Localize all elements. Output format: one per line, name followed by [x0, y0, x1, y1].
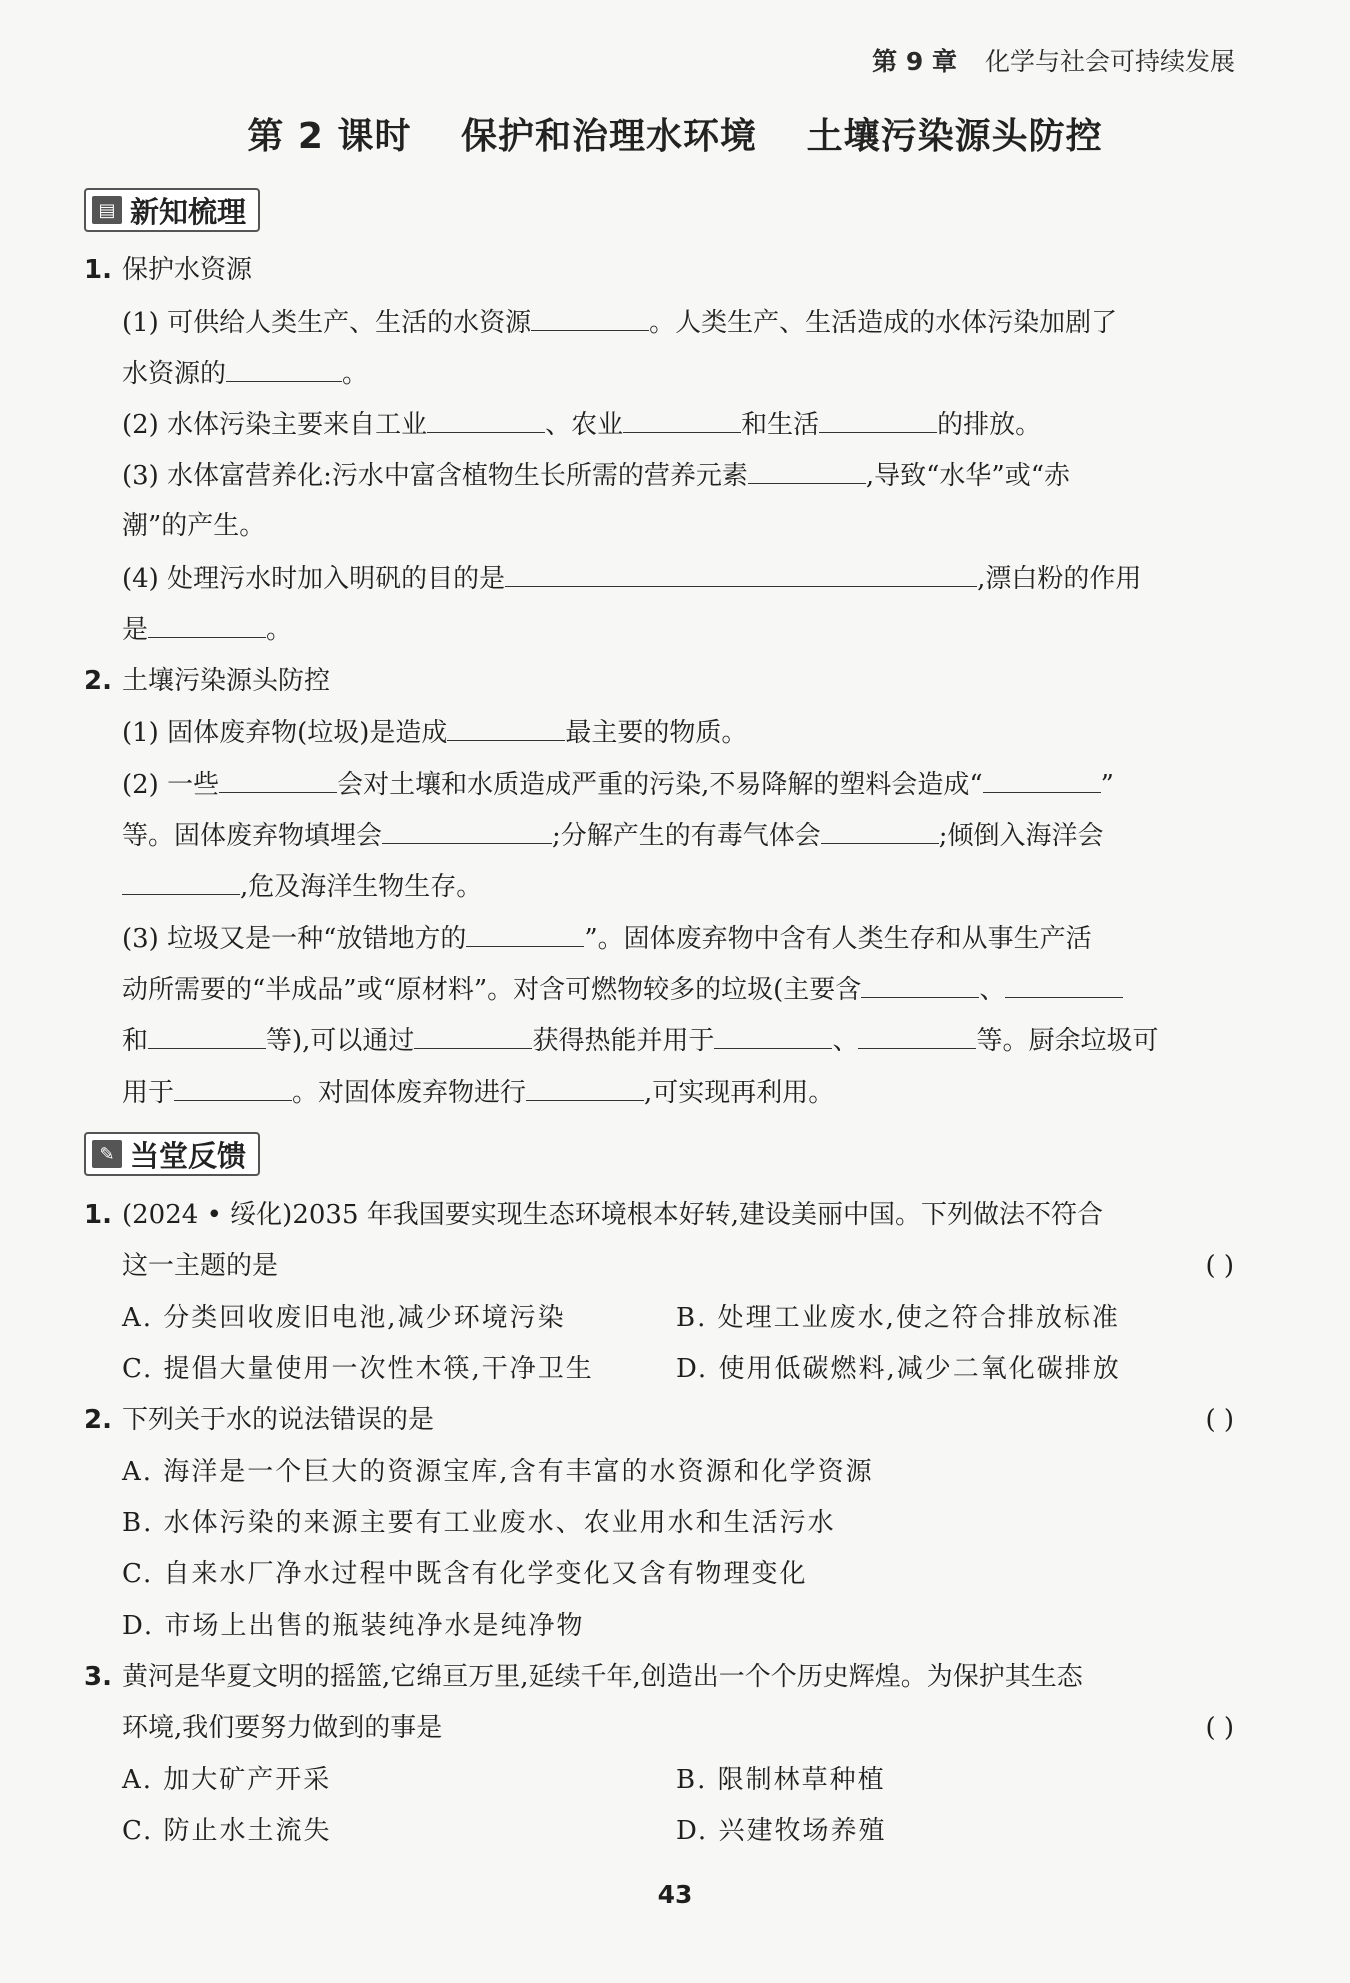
answer-blank[interactable] — [382, 815, 552, 844]
question-number: 3. — [84, 1662, 112, 1692]
text-segment: ”。固体废弃物中含有人类生存和从事生产活 — [584, 924, 1092, 954]
option-a[interactable]: A. 加大矿产开采 — [122, 1765, 332, 1795]
question-stem: (2024 • 绥化)2035 年我国要实现生态环境根本好转,建设美丽中国。下列做法不符合 — [122, 1200, 1104, 1230]
text-line — [122, 1072, 1234, 1113]
text-segment: (1) 固体废弃物(垃圾)是造成 — [122, 718, 448, 748]
text-segment: 获得热能并用于 — [532, 1026, 715, 1056]
text-line — [122, 558, 1234, 599]
text-segment: 会对土壤和水质造成严重的污染,不易降解的塑料会造成“ — [337, 770, 983, 800]
text-segment: (2) 水体污染主要来自工业 — [122, 410, 428, 440]
answer-blank[interactable] — [531, 302, 649, 331]
text-segment: 等),可以通过 — [266, 1026, 415, 1056]
answer-blank[interactable] — [414, 1020, 532, 1049]
text-line — [122, 918, 1234, 959]
answer-blank[interactable] — [148, 609, 266, 638]
answer-parentheses[interactable]: ( ) — [1205, 1405, 1234, 1435]
option-a[interactable]: A. 海洋是一个巨大的资源宝库,含有丰富的水资源和化学资源 — [122, 1457, 874, 1487]
question-number: 1. — [84, 1200, 112, 1230]
lesson-title — [0, 108, 1350, 159]
option-b[interactable]: B. 限制林草种植 — [676, 1765, 886, 1795]
answer-blank[interactable] — [122, 866, 240, 895]
text-segment: ” — [1100, 770, 1114, 800]
text-segment: 、农业 — [545, 410, 624, 440]
text-segment: 水资源的 — [122, 359, 227, 389]
text-segment: 。 — [266, 615, 293, 645]
text-segment: 。对固体废弃物进行 — [292, 1078, 527, 1108]
topic-soil: 土壤污染源头防控 — [806, 116, 1103, 157]
answer-blank[interactable] — [821, 815, 939, 844]
answer-blank[interactable] — [466, 918, 584, 947]
text-segment: 是 — [122, 615, 149, 645]
text-line — [122, 302, 1234, 343]
question-stem: 这一主题的是 — [122, 1251, 279, 1281]
answer-blank[interactable] — [819, 404, 937, 433]
answer-blank[interactable] — [148, 1020, 266, 1049]
book-icon: ▤ — [92, 196, 122, 224]
text-segment: ,可实现再利用。 — [644, 1078, 835, 1108]
text-segment: 和生活 — [741, 410, 820, 440]
text-segment: 、 — [979, 975, 1006, 1005]
item-number: 2. — [84, 666, 112, 696]
pencil-icon: ✎ — [92, 1140, 122, 1168]
section-header-new-knowledge — [84, 188, 260, 232]
answer-blank[interactable] — [219, 764, 337, 793]
text-segment: (1) 可供给人类生产、生活的水资源 — [122, 308, 532, 338]
text-segment: 和 — [122, 1026, 149, 1056]
text-segment: 。 — [342, 359, 369, 389]
option-a[interactable]: A. 分类回收废旧电池,减少环境污染 — [122, 1303, 566, 1333]
answer-blank[interactable] — [447, 712, 565, 741]
answer-blank[interactable] — [505, 558, 977, 587]
option-c[interactable]: C. 提倡大量使用一次性木筷,干净卫生 — [122, 1354, 594, 1384]
text-segment: ;分解产生的有毒气体会 — [552, 821, 821, 851]
answer-parentheses[interactable]: ( ) — [1205, 1713, 1234, 1743]
option-d[interactable]: D. 市场上出售的瓶装纯净水是纯净物 — [122, 1611, 585, 1641]
answer-parentheses[interactable]: ( ) — [1205, 1251, 1234, 1281]
text-line: 潮”的产生。 — [122, 511, 266, 541]
text-line — [122, 609, 1234, 650]
text-segment: (4) 处理污水时加入明矾的目的是 — [122, 564, 506, 594]
option-c[interactable]: C. 防止水土流失 — [122, 1816, 332, 1846]
answer-blank[interactable] — [983, 764, 1101, 793]
answer-blank[interactable] — [623, 404, 741, 433]
text-line — [122, 712, 1234, 753]
text-line — [122, 455, 1234, 496]
text-segment: 的排放。 — [937, 410, 1042, 440]
section-label: 当堂反馈 — [130, 1138, 247, 1173]
text-line — [122, 866, 1234, 907]
text-segment: (3) 水体富营养化:污水中富含植物生长所需的营养元素 — [122, 461, 748, 491]
text-segment: 最主要的物质。 — [565, 718, 748, 748]
text-segment: 等。厨余垃圾可 — [976, 1026, 1159, 1056]
answer-blank[interactable] — [174, 1072, 292, 1101]
text-segment: 用于 — [122, 1078, 175, 1108]
page-number: 43 — [657, 1880, 693, 1909]
text-line — [122, 815, 1234, 856]
question-number: 2. — [84, 1405, 112, 1435]
option-c[interactable]: C. 自来水厂净水过程中既含有化学变化又含有物理变化 — [122, 1559, 808, 1589]
text-line — [122, 764, 1234, 805]
section-label: 新知梳理 — [130, 194, 247, 229]
answer-blank[interactable] — [526, 1072, 644, 1101]
text-segment: ,危及海洋生物生存。 — [240, 872, 483, 902]
text-line — [122, 353, 1234, 394]
text-segment: (2) 一些 — [122, 770, 220, 800]
text-segment: ,导致“水华”或“赤 — [865, 461, 1071, 491]
question-stem: 环境,我们要努力做到的事是 — [122, 1713, 443, 1743]
question-stem: 黄河是华夏文明的摇篮,它绵亘万里,延续千年,创造出一个个历史辉煌。为保护其生态 — [122, 1662, 1083, 1692]
section-header-class-feedback — [84, 1132, 260, 1176]
text-line — [122, 969, 1234, 1010]
item-number: 1. — [84, 255, 112, 285]
text-segment: 、 — [832, 1026, 859, 1056]
answer-blank[interactable] — [1005, 969, 1123, 998]
text-line — [122, 1020, 1234, 1061]
chapter-number: 第 9 章 — [872, 47, 957, 76]
answer-blank[interactable] — [858, 1020, 976, 1049]
item-heading: 保护水资源 — [122, 255, 253, 285]
text-line — [122, 404, 1234, 445]
answer-blank[interactable] — [427, 404, 545, 433]
option-b[interactable]: B. 水体污染的来源主要有工业废水、农业用水和生活污水 — [122, 1508, 836, 1538]
option-b[interactable]: B. 处理工业废水,使之符合排放标准 — [676, 1303, 1120, 1333]
answer-blank[interactable] — [748, 455, 866, 484]
text-segment: ,漂白粉的作用 — [977, 564, 1142, 594]
answer-blank[interactable] — [226, 353, 342, 382]
text-segment: ;倾倒入海洋会 — [938, 821, 1104, 851]
option-d[interactable]: D. 兴建牧场养殖 — [676, 1816, 887, 1846]
answer-blank[interactable] — [861, 969, 979, 998]
text-segment: 等。固体废弃物填埋会 — [122, 821, 383, 851]
question-stem: 下列关于水的说法错误的是 — [122, 1405, 435, 1435]
chapter-title: 化学与社会可持续发展 — [984, 47, 1235, 76]
topic-water: 保护和治理水环境 — [461, 116, 758, 157]
option-d[interactable]: D. 使用低碳燃料,减少二氧化碳排放 — [676, 1354, 1121, 1384]
answer-blank[interactable] — [714, 1020, 832, 1049]
lesson-label: 第 2 课时 — [247, 116, 412, 157]
item-heading: 土壤污染源头防控 — [122, 666, 331, 696]
text-segment: (3) 垃圾又是一种“放错地方的 — [122, 924, 467, 954]
text-segment: 。人类生产、生活造成的水体污染加剧了 — [649, 308, 1118, 338]
text-segment: 动所需要的“半成品”或“原材料”。对含可燃物较多的垃圾(主要含 — [122, 975, 862, 1005]
running-header — [872, 42, 1235, 78]
